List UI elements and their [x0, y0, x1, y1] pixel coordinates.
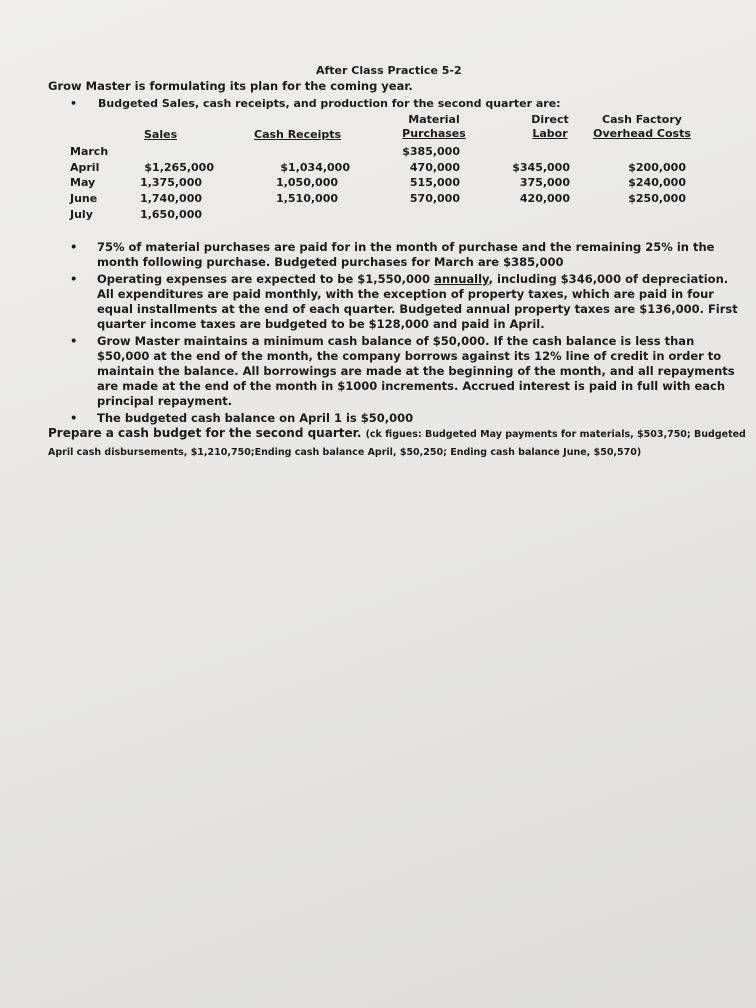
header-sales: Sales [144, 128, 178, 141]
month-label: June [70, 192, 98, 205]
operating-text-before: Operating expenses are expected to be $1,550,000 [97, 272, 435, 286]
instruction [48, 425, 748, 461]
operating-text-underlined: annually [434, 272, 489, 286]
direct-labor-cell: 420,000 [519, 192, 570, 205]
cash-receipts-cell: $1,034,000 [280, 161, 350, 174]
instruction-main: Prepare a cash budget for the second quarter. [48, 426, 362, 440]
material-purchases-cell: 570,000 [409, 192, 460, 205]
direct-labor-cell: 375,000 [519, 176, 570, 189]
bullet-text: Grow Master maintains a minimum cash balance of $50,000. If the cash balance is less than $50,000 at the end of the month, the company borrows against its 12% line of credit in order to maintain the balance. All borrowings are made at the beginning of the month, and all repayments are made at the end of the month in $1000 increments. Accrued interest is paid in full with each principal repayment. [97, 334, 735, 408]
list-item [70, 411, 740, 426]
material-purchases-cell: 515,000 [409, 176, 460, 189]
material-purchases-cell: 470,000 [409, 161, 460, 174]
budget-bullet-text: Budgeted Sales, cash receipts, and production for the second quarter are: [98, 97, 561, 110]
header-labor-line1: Direct [531, 113, 569, 126]
header-material [402, 113, 466, 141]
bullet-text: 75% of material purchases are paid for in the month of purchase and the remaining 25% in the month following purchase. Budgeted purchases for March are $385,000 [97, 240, 715, 269]
header-overhead [592, 113, 692, 141]
intro-text: Grow Master is formulating its plan for the coming year. [48, 79, 413, 93]
bullet-icon: • [70, 97, 78, 110]
header-cash-receipts: Cash Receipts [254, 128, 342, 141]
cash-receipts-cell: 1,050,000 [276, 176, 338, 189]
header-material-line1: Material [408, 113, 460, 126]
header-overhead-line1: Cash Factory [602, 113, 682, 126]
sales-cell: 1,375,000 [140, 176, 202, 189]
page-title: After Class Practice 5-2 [316, 64, 462, 77]
overhead-cell: $200,000 [628, 161, 686, 174]
check-figures: (ck figues: Budgeted May payments for materials, $503,750; Budgeted April cash disbursements, $1,210,750;Ending cash balance April, $50,250; Ending cash balance June, $50,570) [48, 429, 746, 458]
month-label: April [70, 161, 100, 174]
material-purchases-cell: $385,000 [402, 145, 460, 158]
list-item [70, 240, 740, 270]
sales-cell: 1,740,000 [140, 192, 202, 205]
bullet-icon: • [70, 411, 78, 425]
overhead-cell: $240,000 [628, 176, 686, 189]
bullet-icon: • [70, 240, 78, 254]
header-overhead-line2: Overhead Costs [593, 127, 691, 140]
month-label: March [70, 145, 109, 158]
list-item [70, 334, 740, 409]
overhead-cell: $250,000 [628, 192, 686, 205]
cash-receipts-cell: 1,510,000 [276, 192, 338, 205]
header-material-line2: Purchases [402, 127, 466, 140]
assumptions-list [70, 240, 740, 426]
sales-cell: $1,265,000 [144, 161, 214, 174]
bullet-icon: • [70, 334, 78, 348]
bullet-text: The budgeted cash balance on April 1 is $50,000 [97, 411, 414, 425]
direct-labor-cell: $345,000 [512, 161, 570, 174]
month-label: July [70, 208, 93, 221]
list-item [70, 272, 740, 332]
month-label: May [70, 176, 96, 189]
header-labor-line2: Labor [532, 127, 568, 140]
operating-text-after: , including $346,000 of depreciation. All expenditures are paid monthly, with the exception of property taxes, which are paid in four equal installments at the end of each quarter. Budgeted annual property taxes are $136,000. First quarter income taxes are budgeted to be $128,000 and paid in April. [97, 272, 738, 331]
sales-cell: 1,650,000 [140, 208, 202, 221]
bullet-icon: • [70, 272, 78, 286]
header-direct-labor [526, 113, 574, 141]
